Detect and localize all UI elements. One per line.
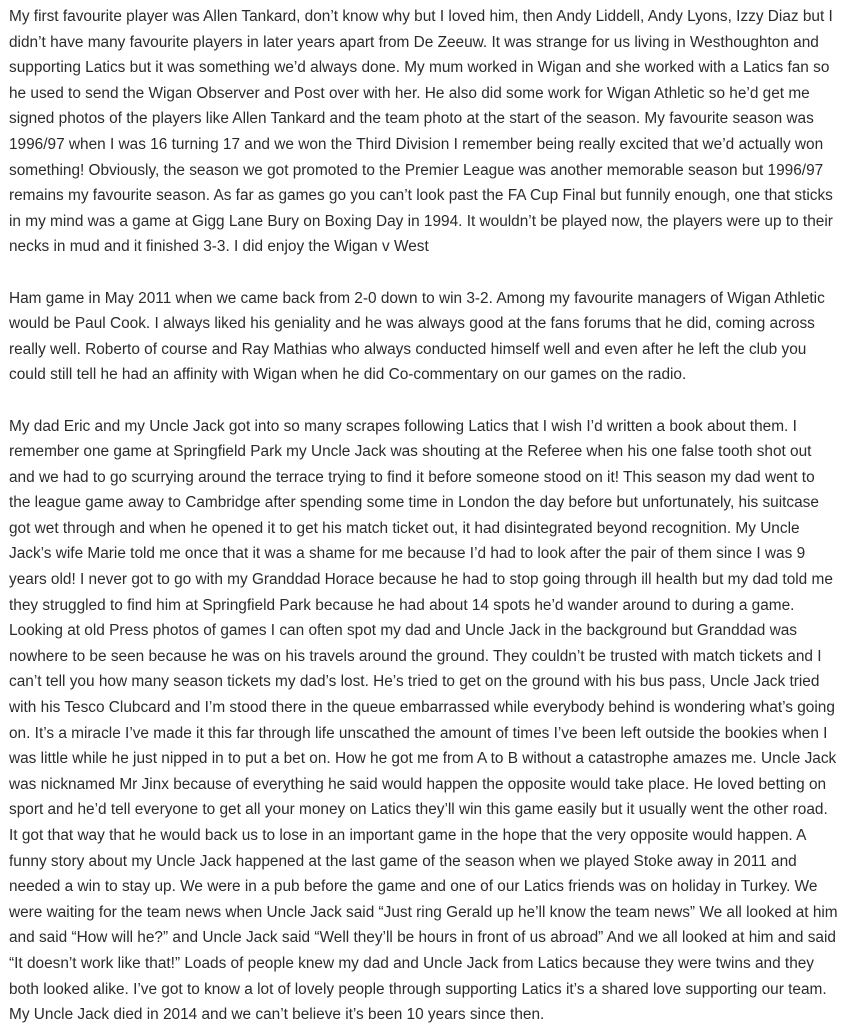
article-paragraph-2: Ham game in May 2011 when we came back from 2-0 down to win 3-2. Among my favourite managers of Wigan Athletic would be Paul Cook. I always liked his geniality and he was always good at the fans forums that he did, coming across really well. Roberto of course and Ray Mathias who always conducted himself well and even after he left the club you could still tell he had an affinity with Wigan when he did Co-commentary on our games on the radio. [9, 289, 825, 384]
article-paragraph-3: My dad Eric and my Uncle Jack got into so many scrapes following Latics that I wish I’d written a book about them. I remember one game at Springfield Park my Uncle Jack was shouting at the Referee when his one false tooth shot out and we had to go scurrying around the terrace trying to find it before someone stood on it! This season my dad went to the league game away to Cambridge after spending some time in London the day before but unfortunately, his suitcase got wet through and when he opened it to get his match ticket out, it had disintegrated beyond recognition. My Uncle Jack’s wife Marie told me once that it was a shame for me because I’d had to look after the pair of them since I was 9 years old! I never got to go with my Granddad Horace because he had to stop going through ill health but my dad told me they struggled to find him at Springfield Park because he had about 14 spots he’d wander around to during a game. Looking at old Press photos of games I can often spot my dad and Uncle Jack in the background but Granddad was nowhere to be seen because he was on his travels around the ground. They couldn’t be trusted with match tickets and I can’t tell you how many season tickets my dad’s lost. He’s tried to get on the ground with his bus pass, Uncle Jack tried with his Tesco Clubcard and I’m stood there in the queue embarrassed while everybody behind is wondering what’s going on. It’s a miracle I’ve made it this far through life unscathed the amount of times I’ve been left outside the bookies when I was little while he just nipped in to put a bet on. How he got me from A to B without a catastrophe amazes me. Uncle Jack was nicknamed Mr Jinx because of everything he said would happen the opposite would take place. He loved betting on sport and he’d tell everyone to get all your money on Latics they’ll win this game easily but it usually went the other road. It got that way that he would back us to lose in an important game in the hope that the very opposite would happen. A funny story about my Uncle Jack happened at the last game of the season when we played Stoke away in 2011 and needed a win to stay up. We were in a pub before the game and one of our Latics friends was on holiday in Turkey. We were waiting for the team news when Uncle Jack said “Just ring Gerald up he’ll know the team news” We all looked at him and said “How will he?” and Uncle Jack said “Well they’ll be hours in front of us abroad” And we all looked at him and said “It doesn’t work like that!” Loads of people knew my dad and Uncle Jack from Latics because they were twins and they both looked alike. I’ve got to know a lot of lovely people through supporting Latics it’s a shared love supporting our team. My Uncle Jack died in 2014 and we can’t believe it’s been 10 years since then. [9, 417, 838, 1024]
article-paragraph-1: My first favourite player was Allen Tankard, don’t know why but I loved him, then Andy Liddell, Andy Lyons, Izzy Diaz but I didn’t have many favourite players in later years apart from De Zeeuw. It was strange for us living in Westhoughton and supporting Latics but it was something we’d always done. My mum worked in Wigan and she worked with a Latics fan so he used to send the Wigan Observer and Post over with her. He also did some work for Wigan Athletic so he’d get me signed photos of the players like Allen Tankard and the team photo at the start of the season. My favourite season was 1996/97 when I was 16 turning 17 and we won the Third Division I remember being really excited that we’d actually won something! Obviously, the season we got promoted to the Premier League was another memorable season but 1996/97 remains my favourite season. As far as games go you can’t look past the FA Cup Final but funnily enough, one that sticks in my mind was a game at Gigg Lane Bury on Boxing Day in 1994. It wouldn’t be played now, the players were up to their necks in mud and it finished 3-3. I did enjoy the Wigan v West [9, 8, 833, 256]
